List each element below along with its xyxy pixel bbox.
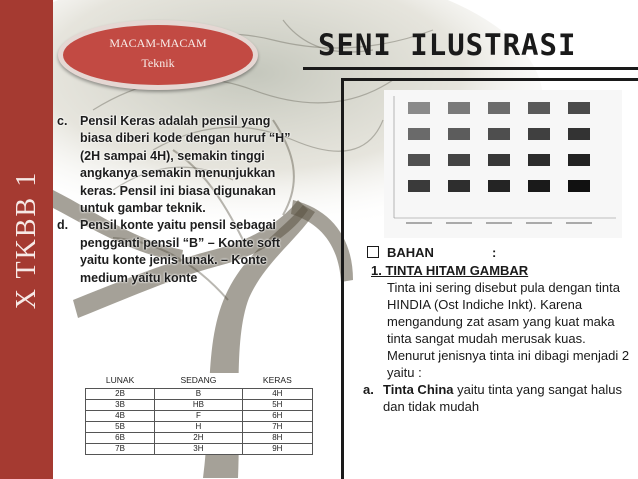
- item-marker: d.: [57, 218, 69, 233]
- table-cell: 5B: [86, 422, 155, 433]
- list-item-a: [363, 381, 633, 415]
- table-cell: 4H: [242, 389, 312, 400]
- class-label: X TKBB 1: [10, 170, 42, 309]
- table-row: [86, 433, 313, 444]
- table-cell: 4B: [86, 411, 155, 422]
- table-cell: 6H: [242, 411, 312, 422]
- table-row: [86, 444, 313, 455]
- list-item-d: [57, 217, 292, 287]
- table-cell: H: [155, 422, 243, 433]
- table-row: [86, 422, 313, 433]
- column-header: SEDANG: [180, 375, 217, 385]
- item-a-text: yaitu tinta yang sangat halus dan tidak mudah: [383, 382, 622, 414]
- column-header: KERAS: [262, 375, 292, 385]
- table-cell: 5H: [242, 400, 312, 411]
- pencil-hardness-table: [85, 373, 313, 455]
- frame-vertical-line: [341, 78, 344, 479]
- table-cell: HB: [155, 400, 243, 411]
- swatch-grid: [384, 90, 622, 238]
- item-text: Pensil Keras adalah pensil yang biasa diberi kode dengan huruf “H” (2H sampai 4H), semakin tinggi angkanya semakin menunjukkan keras. Pensil ini biasa digunakan untuk gambar teknik.: [80, 114, 291, 216]
- table-cell: 2H: [155, 433, 243, 444]
- table-cell: 7B: [86, 444, 155, 455]
- checkbox-bullet-icon: [367, 246, 379, 258]
- badge-line-1: MACAM-MACAM: [109, 36, 207, 50]
- badge-line-2: Teknik: [141, 56, 175, 70]
- tinta-paragraph: Tinta ini sering disebut pula dengan tinta HINDIA (Ost Indiche Inkt). Karena mengandung zat asam yang kuat maka tinta sangat mudah merusak kuas. Menurut jenisnya tinta ini dibagi menjadi 2 yaitu :: [387, 280, 630, 380]
- left-content: [57, 113, 292, 287]
- item-marker: c.: [57, 114, 68, 128]
- title-underline: [303, 67, 638, 70]
- item-a-term: Tinta China: [383, 382, 454, 397]
- list-item-c: [57, 113, 292, 217]
- item-text: Pensil konte yaitu pensil sebagai pengganti pensil “B” – Konte soft yaitu konte jenis lunak. – Konte medium yaitu konte: [80, 218, 281, 285]
- tinta-heading: 1. TINTA HITAM GAMBAR: [371, 263, 529, 278]
- bahan-label: BAHAN: [387, 245, 434, 260]
- sidebar-band: [0, 0, 53, 479]
- table-cell: F: [155, 411, 243, 422]
- bahan-colon: :: [492, 245, 497, 260]
- table-row: [86, 411, 313, 422]
- column-header: LUNAK: [105, 375, 135, 385]
- topic-badge: [58, 20, 258, 90]
- table-cell: 7H: [242, 422, 312, 433]
- item-marker: a.: [363, 382, 374, 397]
- table-cell: 3H: [155, 444, 243, 455]
- right-content: [363, 244, 633, 415]
- page-title: SENI ILUSTRASI: [318, 28, 577, 62]
- table-row: [86, 400, 313, 411]
- table-cell: 3B: [86, 400, 155, 411]
- table-cell: 8H: [242, 433, 312, 444]
- table-cell: 9H: [242, 444, 312, 455]
- frame-horizontal-line: [341, 78, 638, 81]
- pencil-swatch-image: [384, 90, 622, 238]
- table-row: [86, 389, 313, 400]
- table-cell: 6B: [86, 433, 155, 444]
- bahan-heading: [367, 244, 633, 261]
- table-cell: B: [155, 389, 243, 400]
- table-cell: 2B: [86, 389, 155, 400]
